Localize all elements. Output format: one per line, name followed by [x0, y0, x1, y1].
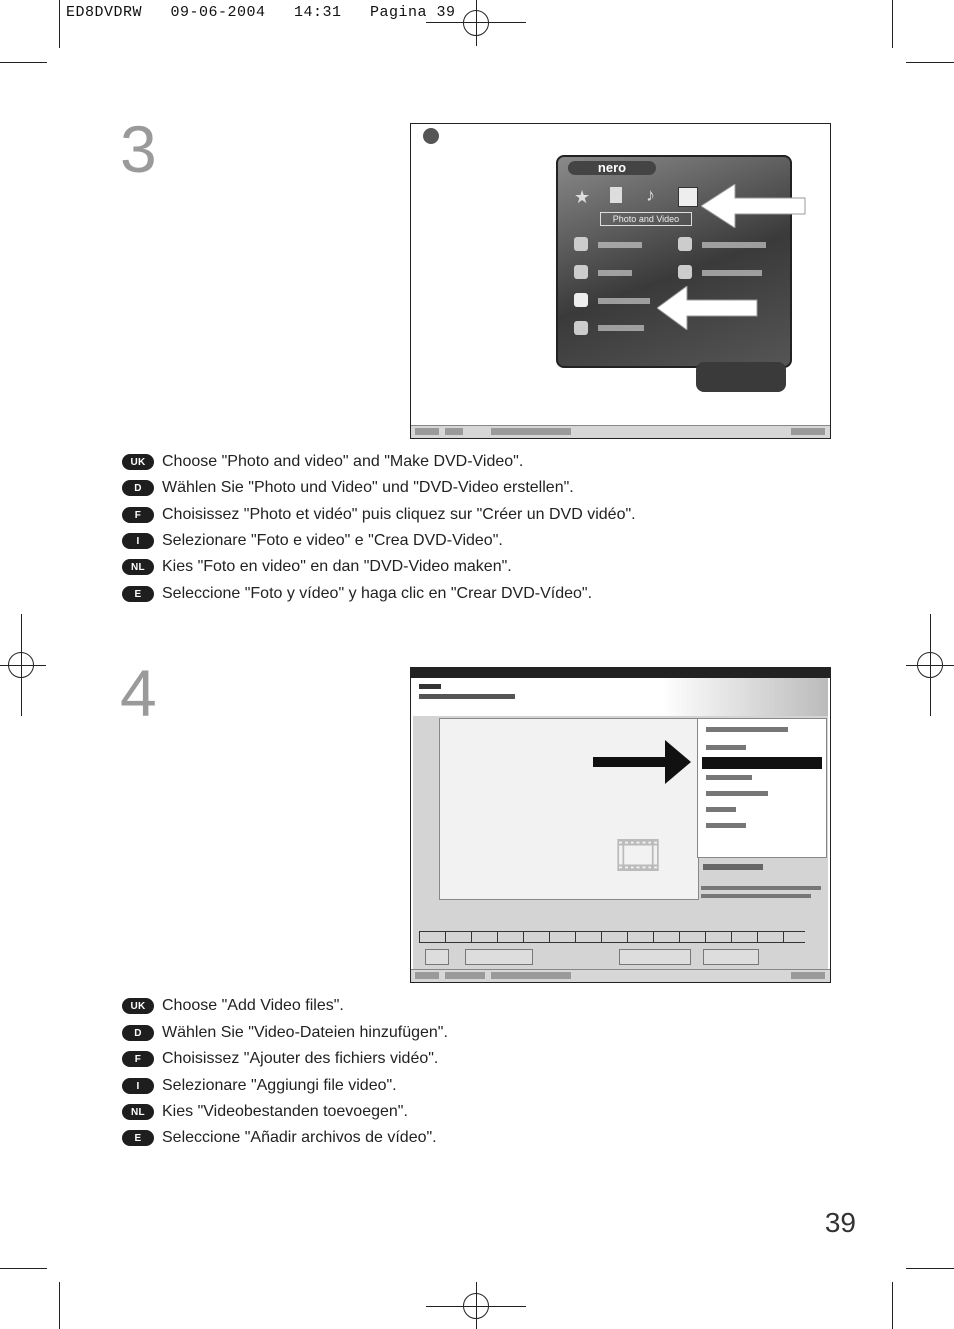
document-icon: [610, 187, 622, 203]
arrow-left-icon: [657, 286, 761, 330]
nero-button-tray: [696, 362, 786, 392]
menu-item[interactable]: [598, 242, 642, 248]
print-slug: ED8DVDRW 09-06-2004 14:31 Pagina 39: [66, 4, 456, 21]
crop-mark: [59, 1282, 60, 1329]
taskbar: [411, 425, 830, 438]
photo-video-icon: [678, 187, 698, 207]
menu-item[interactable]: [598, 270, 632, 276]
taskbar-segment: [415, 972, 439, 979]
instruction-text: Kies "Foto en video" en dan "DVD-Video maken".: [162, 558, 512, 575]
instruction-text: Wählen Sie "Photo und Video" und "DVD-Video erstellen".: [162, 479, 574, 496]
instruction-row: [122, 451, 523, 473]
instruction-row: [122, 1022, 448, 1044]
crop-mark: [892, 0, 893, 48]
arrow-left-icon: [701, 184, 811, 228]
language-badge: D: [122, 480, 154, 496]
panel-heading: [706, 727, 788, 732]
instruction-row: [122, 1048, 438, 1070]
menu-item-icon: [574, 237, 588, 251]
music-note-icon: ♪: [646, 185, 655, 205]
registration-mark-icon: [463, 10, 489, 36]
task-item-add-video-files[interactable]: [702, 757, 822, 769]
instruction-text: Selezionare "Aggiungi file video".: [162, 1077, 397, 1094]
taskbar-segment: [791, 972, 825, 979]
instruction-text: Seleccione "Añadir archivos de vídeo".: [162, 1129, 437, 1146]
crop-mark: [906, 1268, 954, 1269]
arrow-right-icon: [593, 740, 693, 784]
instruction-text: Seleccione "Foto y vídeo" y haga clic en "Crear DVD-Vídeo".: [162, 585, 593, 602]
instruction-row: [122, 1075, 397, 1097]
screenshot-nero-video-wizard: [410, 667, 831, 983]
language-badge: I: [122, 533, 154, 549]
nero-logo: nero: [568, 161, 656, 175]
taskbar-segment: [445, 972, 485, 979]
film-reel-icon: 🎞: [610, 831, 666, 880]
crop-mark: [59, 0, 60, 48]
instruction-text: Kies "Videobestanden toevoegen".: [162, 1103, 408, 1120]
language-badge: UK: [122, 454, 154, 470]
registration-mark-icon: [463, 1293, 489, 1319]
menu-item-icon: [574, 321, 588, 335]
crop-mark: [0, 62, 47, 63]
instruction-text: Wählen Sie "Video-Dateien hinzufügen".: [162, 1024, 448, 1041]
instruction-row: [122, 1127, 437, 1149]
add-video-files-label[interactable]: [703, 864, 763, 870]
taskbar-segment: [491, 428, 571, 435]
hint-text-line: [701, 886, 821, 890]
timeline-ruler: [419, 931, 805, 943]
menu-item-make-dvd-video[interactable]: [598, 298, 650, 304]
instruction-row: [122, 583, 592, 605]
menu-item[interactable]: [702, 270, 762, 276]
crop-mark: [906, 62, 954, 63]
instruction-row: [122, 1101, 408, 1123]
instruction-text: Choisissez "Photo et vidéo" puis cliquez sur "Créer un DVD vidéo".: [162, 506, 636, 523]
instruction-row: [122, 995, 344, 1017]
desktop-icon: [423, 128, 439, 144]
toolbar-button[interactable]: [425, 949, 449, 965]
taskbar: [411, 969, 830, 982]
menu-item[interactable]: [702, 242, 766, 248]
registration-mark-icon: [917, 652, 943, 678]
toolbar-button[interactable]: [465, 949, 533, 965]
language-badge: UK: [122, 998, 154, 1014]
language-badge: I: [122, 1078, 154, 1094]
taskbar-segment: [415, 428, 439, 435]
hint-text-line: [701, 894, 811, 898]
language-badge: NL: [122, 559, 154, 575]
instruction-text: Selezionare "Foto e video" e "Crea DVD-Video".: [162, 532, 503, 549]
instruction-row: [122, 504, 636, 526]
screenshot-nero-startsmart: [410, 123, 831, 439]
instruction-text: Choose "Photo and video" and "Make DVD-Video".: [162, 453, 524, 470]
back-button[interactable]: [619, 949, 691, 965]
window-header: [413, 678, 828, 717]
language-badge: NL: [122, 1104, 154, 1120]
task-item[interactable]: [706, 791, 768, 796]
task-item[interactable]: [706, 823, 746, 828]
step-number: 3: [120, 112, 157, 186]
next-button[interactable]: [703, 949, 759, 965]
crop-mark: [892, 1282, 893, 1329]
page-number: 39: [824, 1207, 856, 1238]
taskbar-segment: [445, 428, 463, 435]
instruction-row: [122, 530, 503, 552]
language-badge: E: [122, 586, 154, 602]
header-text-line: [419, 694, 515, 699]
make-dvd-video-icon: [574, 293, 588, 307]
registration-mark-icon: [8, 652, 34, 678]
window-title-bar: [411, 668, 830, 678]
menu-item-icon: [678, 237, 692, 251]
instruction-row: [122, 477, 574, 499]
step-number: 4: [120, 656, 157, 730]
task-item[interactable]: [706, 807, 736, 812]
language-badge: F: [122, 507, 154, 523]
crop-mark: [0, 1268, 47, 1269]
menu-title-photo-video[interactable]: Photo and Video: [600, 212, 692, 226]
task-item[interactable]: [706, 745, 746, 750]
taskbar-segment: [491, 972, 571, 979]
language-badge: D: [122, 1025, 154, 1041]
language-badge: F: [122, 1051, 154, 1067]
star-icon: ★: [574, 187, 591, 207]
instruction-text: Choisissez "Ajouter des fichiers vidéo".: [162, 1050, 439, 1067]
menu-item-icon: [678, 265, 692, 279]
taskbar-segment: [791, 428, 825, 435]
task-item[interactable]: [706, 775, 752, 780]
instruction-row: [122, 556, 512, 578]
instruction-text: Choose "Add Video files".: [162, 997, 344, 1014]
task-panel: [697, 718, 827, 858]
menu-item[interactable]: [598, 325, 644, 331]
header-text-line: [419, 684, 441, 689]
menu-item-icon: [574, 265, 588, 279]
language-badge: E: [122, 1130, 154, 1146]
